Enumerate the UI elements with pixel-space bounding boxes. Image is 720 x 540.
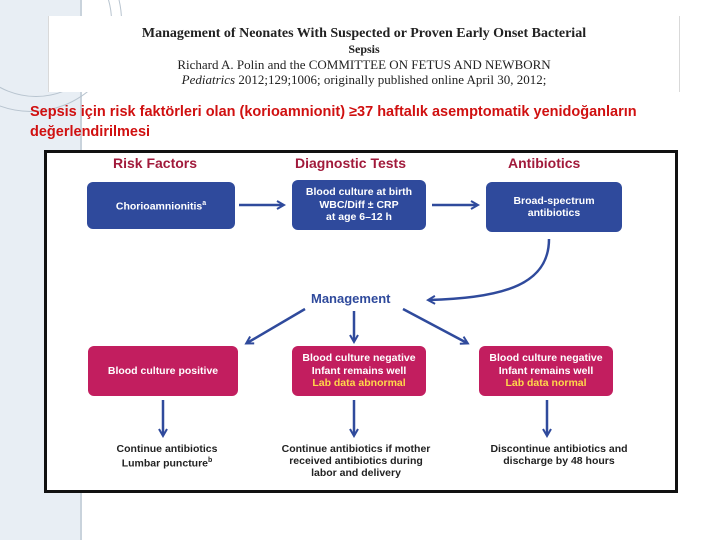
footnote-a: a xyxy=(202,200,207,207)
action-positive-line-1: Continue antibiotics xyxy=(116,443,218,455)
action-abnormal-line-1: Continue antibiotics if mother xyxy=(281,443,431,455)
journal-name: Pediatrics xyxy=(181,72,236,87)
antibiotics-line-2: antibiotics xyxy=(527,207,581,219)
citation-details: 2012;129;1006; originally published online April 30, 2012; xyxy=(235,72,547,87)
sepsis-flowchart xyxy=(44,150,678,493)
arrow-management-to-normal xyxy=(403,309,467,343)
article-title: Management of Neonates With Suspected or Proven Early Onset Bacterial xyxy=(141,26,587,41)
tests-line-1: Blood culture at birth xyxy=(305,186,413,199)
column-risk-factors: Risk Factors xyxy=(113,155,198,171)
column-antibiotics: Antibiotics xyxy=(508,155,581,171)
action-normal xyxy=(471,443,647,467)
tests-line-2: WBC/Diff ± CRP xyxy=(319,198,399,211)
normal-line-1: Blood culture negative xyxy=(489,352,603,365)
diagnostic-tests-box xyxy=(292,180,426,230)
action-normal-line-1: Discontinue antibiotics and xyxy=(490,443,628,455)
antibiotics-line-1: Broad-spectrum xyxy=(513,194,595,207)
footnote-b: b xyxy=(208,457,213,464)
outcome-normal-box xyxy=(479,346,613,396)
arrow-management-to-positive xyxy=(247,309,305,343)
management-label: Management xyxy=(311,291,391,306)
action-abnormal-line-2: received antibiotics during xyxy=(289,455,423,467)
chorioamnionitis-label: Chorioamnionitis xyxy=(115,200,203,213)
antibiotics-box xyxy=(486,182,622,232)
arrow-antibiotics-to-management xyxy=(429,239,549,300)
tests-line-3: at age 6–12 h xyxy=(326,211,392,224)
article-header xyxy=(48,16,680,92)
normal-line-2: Infant remains well xyxy=(498,364,594,377)
action-abnormal xyxy=(271,443,441,479)
action-positive xyxy=(97,443,237,470)
column-diagnostic-tests: Diagnostic Tests xyxy=(295,155,406,171)
outcome-positive-box xyxy=(88,346,238,396)
abnormal-line-3: Lab data abnormal xyxy=(312,377,406,390)
action-positive-line-2: Lumbar puncture xyxy=(121,457,209,470)
article-citation xyxy=(49,72,679,88)
abnormal-line-2: Infant remains well xyxy=(311,364,407,377)
risk-factor-box xyxy=(87,182,235,229)
normal-line-3: Lab data normal xyxy=(505,377,587,390)
action-abnormal-line-3: labor and delivery xyxy=(311,467,401,479)
article-authors: Richard A. Polin and the COMMITTEE ON FETUS AND NEWBORN xyxy=(177,57,551,72)
abnormal-line-1: Blood culture negative xyxy=(302,352,416,365)
slide-title: Sepsis için risk faktörleri olan (korioamnionit) ≥37 haftalık asemptomatik yenidoğanların değerlendirilmesi xyxy=(30,104,637,140)
article-subtitle: Sepsis xyxy=(348,42,380,56)
outcome-positive-label: Blood culture positive xyxy=(107,364,219,377)
action-normal-line-2: discharge by 48 hours xyxy=(503,455,615,467)
outcome-abnormal-box xyxy=(292,346,426,396)
